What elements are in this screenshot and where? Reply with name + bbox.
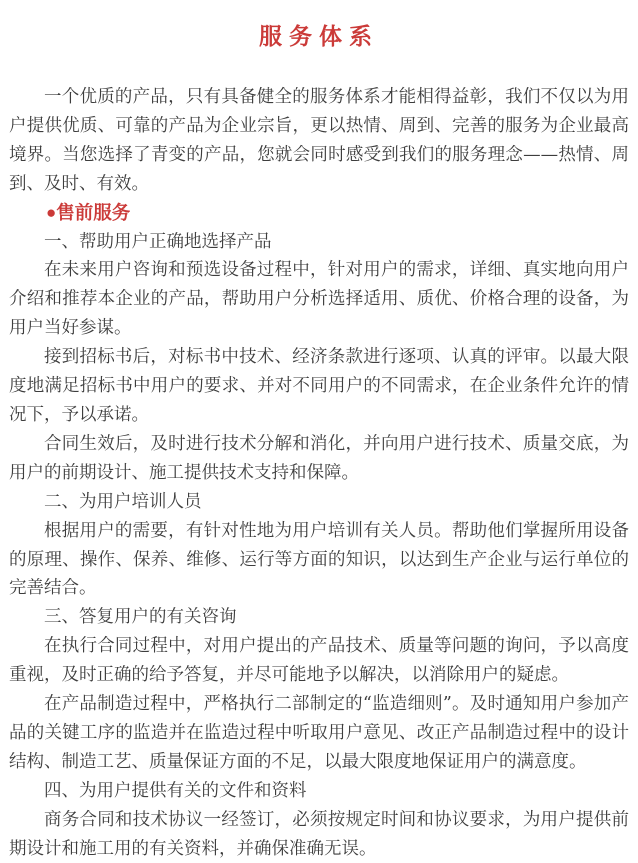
subheading-2: 二、为用户培训人员 xyxy=(44,491,202,512)
paragraph: 接到招标书后，对标书中技术、经济条款进行逐项、认真的评审。以最大限度地满足招标书中用户的要求、并对不同用户的不同需求，在企业条件允许的情况下，予以承诺。 xyxy=(9,347,629,425)
subheading-1: 一、帮助用户正确地选择产品 xyxy=(44,231,272,252)
paragraph: 根据用户的需要，有针对性地为用户培训有关人员。帮助他们掌握所用设备的原理、操作、保养、维修、运行等方面的知识，以达到生产企业与运行单位的完善结合。 xyxy=(9,520,629,599)
section-heading-label: 售前服务 xyxy=(56,201,131,223)
paragraph: 在产品制造过程中，严格执行二部制定的“监造细则”。及时通知用户参加产品的关键工序的监造并在监造过程中听取用户意见、改正产品制造过程中的设计结构、制造工艺、质量保证方面的不足，以最大限度地保证用户的满意度。 xyxy=(9,694,629,772)
subheading-3: 三、答复用户的有关咨询 xyxy=(44,607,237,628)
subheading-4: 四、为用户提供有关的文件和资料 xyxy=(44,780,307,801)
document-body xyxy=(9,83,629,863)
section-heading-presale xyxy=(9,199,629,228)
bullet-circle-icon: ● xyxy=(46,202,57,222)
paragraph: 合同生效后，及时进行技术分解和消化，并向用户进行技术、质量交底，为用户的前期设计、施工提供技术支持和保障。 xyxy=(9,433,629,483)
paragraph: 在未来用户咨询和预选设备过程中，针对用户的需求，详细、真实地向用户介绍和推荐本企业的产品，帮助用户分析选择适用、质优、价格合理的设备，为用户当好参谋。 xyxy=(9,260,629,339)
paragraph: 商务合同和技术协议一经签订，必须按规定时间和协议要求，为用户提供前期设计和施工用的有关资料，并确保准确无误。 xyxy=(9,809,629,859)
paragraph: 在执行合同过程中，对用户提出的产品技术、质量等问题的询问，予以高度重视，及时正确的给予答复，并尽可能地予以解决，以消除用户的疑虑。 xyxy=(9,636,629,686)
intro-paragraph: 一个优质的产品，只有具备健全的服务体系才能相得益彰，我们不仅以为用户提供优质、可靠的产品为企业宗旨，更以热情、周到、完善的服务为企业最高境界。当您选择了青变的产品，您就会同时感受到我们的服务理念——热情、周到、及时、有效。 xyxy=(9,87,629,194)
page-title: 服务体系 xyxy=(259,23,379,49)
